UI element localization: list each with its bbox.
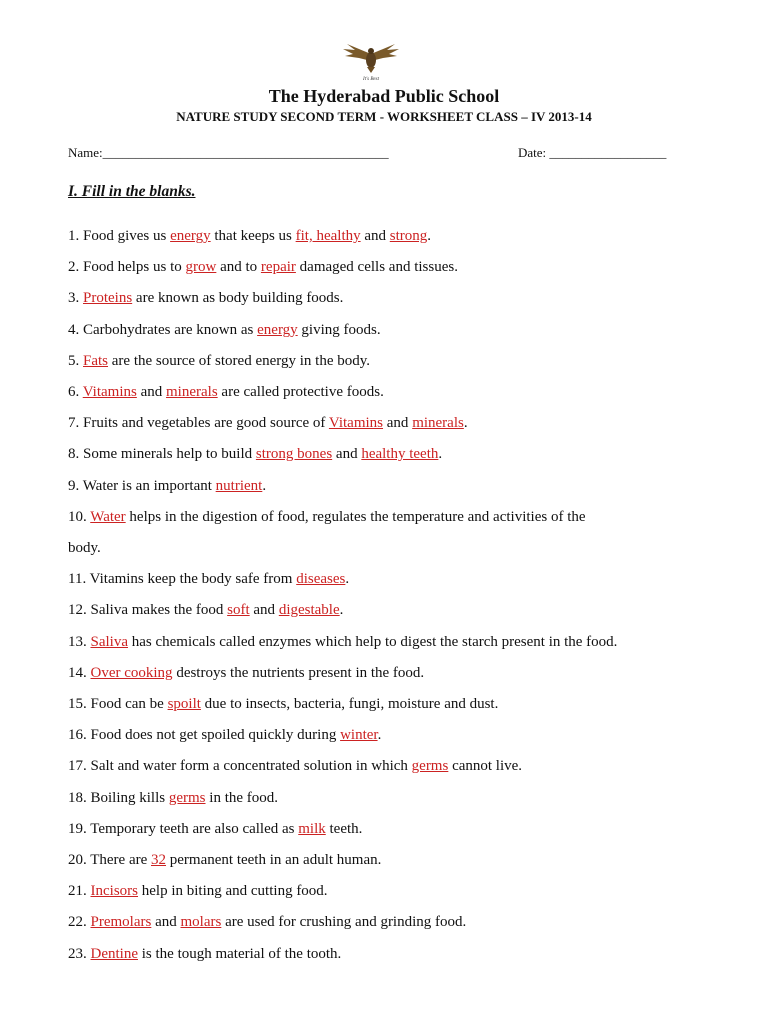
- question-text: and: [332, 446, 362, 463]
- answer-text: Incisors: [90, 883, 138, 900]
- answer-text: diseases: [296, 571, 346, 588]
- answer-text: Vitamins: [328, 415, 384, 432]
- question-text: are known as body building foods.: [132, 290, 344, 307]
- answer-text: germs: [168, 789, 206, 806]
- question-text: destroys the nutrients present in the food.: [172, 664, 425, 681]
- answer-text: repair: [260, 259, 296, 276]
- question-text: 18. Boiling kills: [68, 789, 169, 806]
- question-text: .: [345, 571, 350, 588]
- school-name: The Hyderabad Public School: [268, 86, 500, 106]
- question-row: [68, 595, 738, 626]
- answer-text: soft: [227, 602, 250, 619]
- question-text: 12. Saliva makes the food: [68, 602, 228, 619]
- question-text: and: [249, 602, 279, 619]
- answer-text: strong: [389, 228, 428, 244]
- question-row: [68, 845, 738, 876]
- question-text: are the source of stored energy in the body.: [108, 352, 371, 369]
- answer-text: energy: [257, 321, 298, 338]
- question-text: 2. Food helps us to: [68, 259, 186, 276]
- answer-text: Fats: [83, 352, 109, 369]
- question-text: and: [360, 228, 390, 244]
- question-text: are used for crushing and grinding food.: [221, 914, 467, 931]
- question-text: 16. Food does not get spoiled quickly during: [68, 727, 341, 744]
- question-row: [68, 939, 738, 970]
- answer-text: spoilt: [167, 696, 201, 713]
- answer-text: Proteins: [83, 290, 133, 307]
- answer-text: nutrient: [215, 477, 263, 494]
- question-text: helps in the digestion of food, regulates the temperature and activities of the: [125, 508, 586, 525]
- question-text: 19. Temporary teeth are also called as: [68, 820, 299, 837]
- answer-text: molars: [180, 914, 222, 931]
- question-text: 7. Fruits and vegetables are good source of: [68, 415, 329, 432]
- question-row: [68, 907, 738, 938]
- logo-motto: It's Best: [363, 77, 379, 82]
- question-text: 8. Some minerals help to build: [68, 446, 256, 463]
- answer-text: fit, healthy: [295, 228, 361, 244]
- answer-text: energy: [170, 228, 211, 244]
- question-row: [68, 720, 738, 751]
- question-row: [68, 408, 738, 439]
- question-text: .: [262, 477, 267, 494]
- question-row: [68, 564, 738, 595]
- question-row: [68, 689, 738, 720]
- date-field: Date: __________________: [518, 145, 667, 160]
- question-text: 15. Food can be: [68, 696, 168, 713]
- answer-text: Over cooking: [90, 664, 173, 681]
- question-text: 6.: [68, 384, 83, 401]
- question-text: that keeps us: [210, 228, 296, 244]
- question-text: has chemicals called enzymes which help to digest the starch present in the food.: [128, 633, 618, 650]
- question-list: [68, 221, 738, 970]
- question-text: .: [438, 446, 443, 463]
- question-row: [68, 471, 738, 502]
- question-row: [68, 252, 738, 283]
- question-text: 14.: [68, 664, 91, 681]
- answer-text: strong bones: [255, 446, 333, 463]
- question-row: [68, 876, 738, 907]
- question-text: .: [427, 228, 432, 244]
- question-row: [68, 377, 738, 408]
- answer-text: minerals: [412, 415, 464, 432]
- question-text: 1. Food gives us: [68, 228, 171, 244]
- question-text: .: [463, 415, 468, 432]
- question-row: [68, 533, 738, 564]
- answer-text: Dentine: [90, 945, 138, 962]
- question-text: and: [151, 914, 181, 931]
- answer-text: milk: [298, 820, 326, 837]
- question-row: [68, 751, 738, 782]
- question-text: 10.: [68, 508, 91, 525]
- answer-text: digestable: [278, 602, 340, 619]
- question-text: 3.: [68, 290, 83, 307]
- question-text: 23.: [68, 945, 91, 962]
- answer-text: grow: [185, 259, 217, 276]
- question-text: 13.: [68, 633, 91, 650]
- question-row: [68, 315, 738, 346]
- question-text: and to: [216, 259, 261, 276]
- section-heading: I. Fill in the blanks.: [68, 183, 196, 200]
- question-row: [68, 658, 738, 689]
- question-text: and: [136, 384, 167, 401]
- question-text: damaged cells and tissues.: [295, 259, 458, 276]
- question-row: [68, 439, 738, 470]
- question-text: is the tough material of the tooth.: [137, 945, 342, 962]
- question-row: [68, 346, 738, 377]
- question-row: [68, 814, 738, 845]
- question-text: .: [377, 727, 382, 744]
- question-text: 5.: [68, 352, 83, 369]
- worksheet-title: NATURE STUDY SECOND TERM - WORKSHEET CLASS – IV 2013-14: [176, 109, 592, 124]
- question-text: in the food.: [205, 789, 279, 806]
- answer-text: germs: [411, 758, 449, 775]
- question-text: cannot live.: [448, 758, 523, 775]
- question-row: [68, 627, 738, 658]
- answer-text: Vitamins: [82, 384, 137, 401]
- question-text: due to insects, bacteria, fungi, moisture and dust.: [200, 696, 499, 713]
- question-row: [68, 221, 738, 252]
- question-text: giving foods.: [297, 321, 381, 338]
- question-text: .: [339, 602, 344, 619]
- question-text: 4. Carbohydrates are known as: [68, 321, 258, 338]
- school-logo: [341, 40, 401, 84]
- answer-text: 32: [151, 852, 167, 869]
- question-row: [68, 783, 738, 814]
- answer-text: minerals: [166, 384, 218, 401]
- answer-text: winter: [340, 727, 378, 744]
- question-text: 17. Salt and water form a concentrated solution in which: [68, 758, 412, 775]
- question-text: body.: [68, 540, 101, 557]
- answer-text: Saliva: [90, 633, 128, 650]
- question-row: [68, 283, 738, 314]
- question-text: 11. Vitamins keep the body safe from: [68, 571, 297, 588]
- answer-text: Water: [90, 508, 126, 525]
- name-field: Name:____________________________________________: [68, 145, 389, 160]
- answer-text: healthy teeth: [361, 446, 439, 463]
- question-row: [68, 502, 738, 533]
- question-text: 22.: [68, 914, 91, 931]
- question-text: permanent teeth in an adult human.: [166, 852, 382, 869]
- answer-text: Premolars: [90, 914, 152, 931]
- question-text: are called protective foods.: [217, 384, 384, 401]
- question-text: teeth.: [325, 820, 363, 837]
- question-text: 21.: [68, 883, 91, 900]
- question-text: help in biting and cutting food.: [138, 883, 328, 900]
- question-text: and: [383, 415, 413, 432]
- question-text: 20. There are: [68, 852, 152, 869]
- question-text: 9. Water is an important: [68, 477, 216, 494]
